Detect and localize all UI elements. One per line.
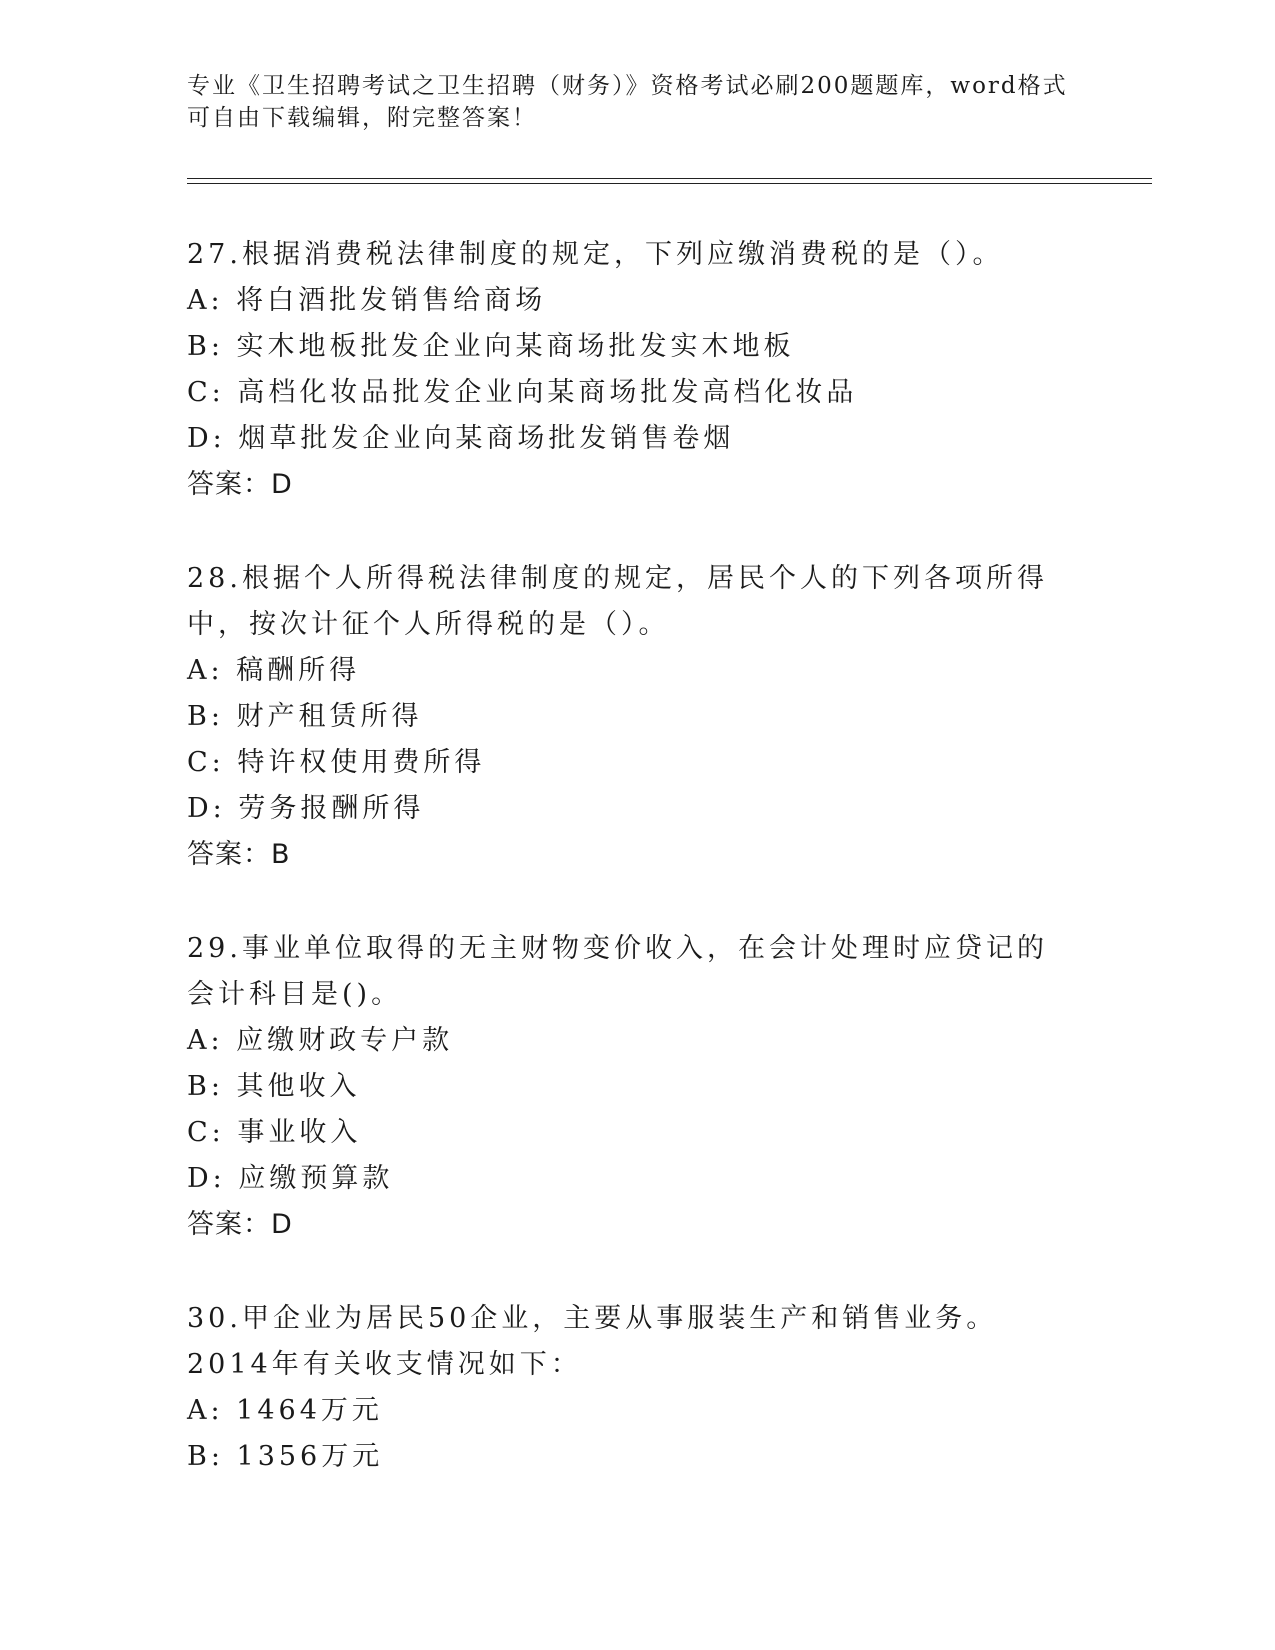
question-stem: 28.根据个人所得税法律制度的规定，居民个人的下列各项所得中，按次计征个人所得税的是（）。 <box>187 563 1048 640</box>
answer-option: C: 特许权使用费所得 <box>187 747 486 778</box>
header-divider-top <box>187 178 1152 179</box>
question-stem: 29.事业单位取得的无主财物变价收入，在会计处理时应贷记的会计科目是()。 <box>187 933 1048 1010</box>
answer-option: A: 稿酬所得 <box>187 655 361 686</box>
answer-option: C: 事业收入 <box>187 1117 362 1148</box>
answer-option: A: 应缴财政专户款 <box>187 1025 454 1056</box>
answer-option: B: 1356万元 <box>187 1441 384 1472</box>
answer-option: D: 烟草批发企业向某商场批发销售卷烟 <box>187 423 735 454</box>
answer-key: 答案：D <box>187 469 293 500</box>
question-block <box>187 926 1067 1248</box>
answer-option: B: 其他收入 <box>187 1071 361 1102</box>
question-block <box>187 556 1067 878</box>
answer-option: A: 1464万元 <box>187 1395 383 1426</box>
question-stem: 27.根据消费税法律制度的规定，下列应缴消费税的是（）。 <box>187 239 1004 270</box>
answer-option: A: 将白酒批发销售给商场 <box>187 285 547 316</box>
question-block <box>187 232 1067 508</box>
answer-option: D: 应缴预算款 <box>187 1163 394 1194</box>
header-divider-bottom <box>187 183 1152 184</box>
answer-key: 答案：D <box>187 1209 293 1240</box>
document-header: 专业《卫生招聘考试之卫生招聘（财务）》资格考试必刷200题题库，word格式可自由下载编辑，附完整答案！ <box>187 73 1068 131</box>
answer-option: D: 劳务报酬所得 <box>187 793 425 824</box>
answer-key: 答案：B <box>187 839 291 870</box>
question-list <box>187 232 1067 1528</box>
question-stem: 30.甲企业为居民50企业，主要从事服装生产和销售业务。2014年有关收支情况如下： <box>187 1303 998 1380</box>
answer-option: C: 高档化妆品批发企业向某商场批发高档化妆品 <box>187 377 858 408</box>
answer-option: B: 财产租赁所得 <box>187 701 423 732</box>
answer-option: B: 实木地板批发企业向某商场批发实木地板 <box>187 331 795 362</box>
question-block <box>187 1296 1067 1480</box>
